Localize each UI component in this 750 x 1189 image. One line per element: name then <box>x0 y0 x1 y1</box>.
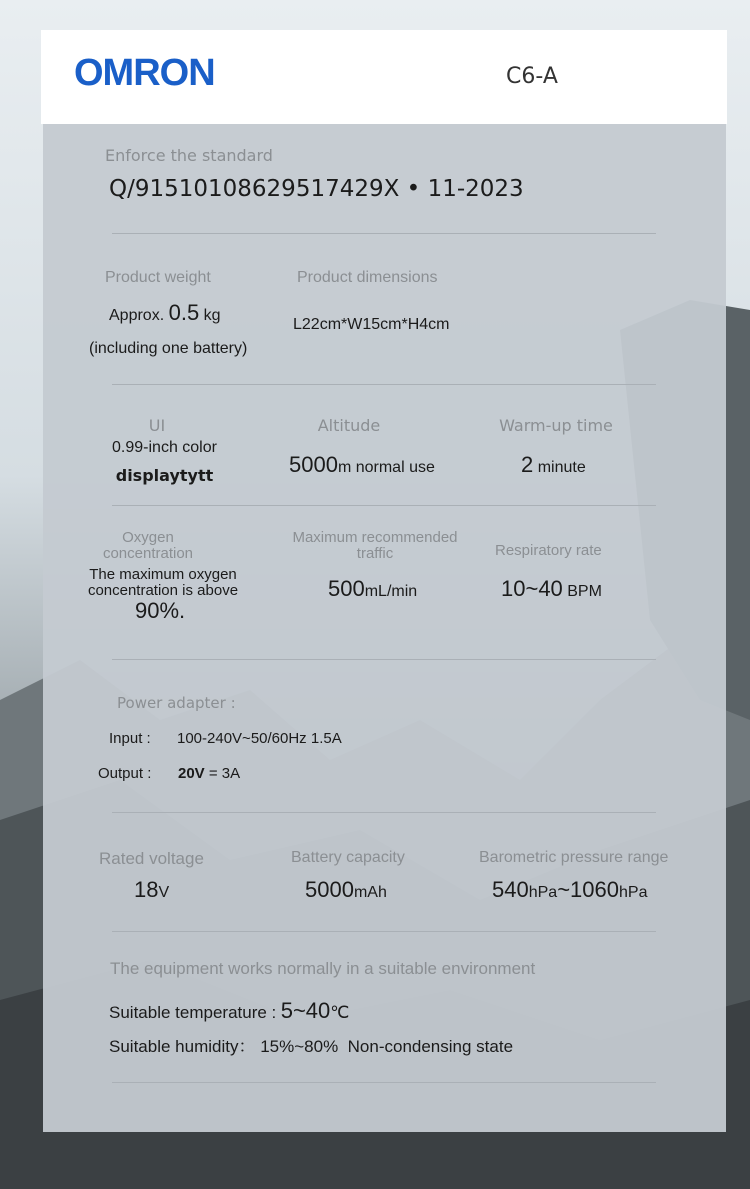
pressure-unit-high: hPa <box>619 884 648 901</box>
power-input-label: Input : <box>109 730 151 747</box>
divider <box>112 659 656 660</box>
ui-line2: displaytytt <box>115 466 214 485</box>
warmup-unit: minute <box>537 459 586 476</box>
divider <box>112 931 656 932</box>
power-output-value <box>178 765 240 782</box>
oxygen-label-line2: concentration <box>102 545 194 562</box>
standard-label: Enforce the standard <box>105 146 273 165</box>
weight-value: 0.5 <box>168 300 200 325</box>
humidity-value: 15%~80% <box>260 1037 339 1056</box>
oxygen-text-line2: concentration is above <box>87 582 239 599</box>
weight-prefix: Approx. <box>109 307 165 324</box>
model-name: C6-A <box>506 64 558 89</box>
divider <box>112 812 656 813</box>
oxygen-text <box>73 567 253 599</box>
pressure-value-line <box>492 877 647 903</box>
ui-label: UI <box>148 416 166 435</box>
battery-unit: mAh <box>353 884 387 901</box>
pressure-value-high: 1060 <box>570 877 619 902</box>
altitude-value-line <box>289 452 435 478</box>
temperature-value: 5~40 <box>280 998 331 1023</box>
respiratory-label: Respiratory rate <box>495 542 602 559</box>
header-bar <box>41 30 727 124</box>
power-output-rest: = 3A <box>208 765 241 782</box>
power-label: Power adapter : <box>117 694 236 712</box>
respiratory-value: 10~40 <box>501 576 563 601</box>
divider <box>112 1082 656 1083</box>
omron-logo: OMRON <box>74 52 215 94</box>
traffic-unit: mL/min <box>364 583 418 600</box>
altitude-value: 5000 <box>289 452 338 477</box>
weight-value-line <box>109 300 221 326</box>
humidity-line <box>109 1032 513 1057</box>
pressure-label: Barometric pressure range <box>479 849 669 866</box>
oxygen-label-line1: Oxygen <box>122 529 174 546</box>
humidity-label: Suitable humidity： <box>109 1037 256 1056</box>
oxygen-text-line1: The maximum oxygen <box>89 566 237 583</box>
divider <box>112 233 656 234</box>
voltage-unit: V <box>158 884 170 901</box>
spec-panel <box>43 124 726 1132</box>
voltage-value: 18 <box>134 877 159 902</box>
traffic-label <box>277 530 473 562</box>
weight-unit: kg <box>203 307 221 324</box>
weight-note: (including one battery) <box>89 340 248 357</box>
traffic-label-line1: Maximum recommended <box>292 529 458 546</box>
traffic-value: 500 <box>328 576 365 601</box>
pressure-value-low: 540 <box>492 877 529 902</box>
warmup-value: 2 <box>521 452 534 477</box>
altitude-unit: m normal use <box>337 459 435 476</box>
dimensions-label: Product dimensions <box>297 269 438 286</box>
respiratory-value-line <box>501 576 602 602</box>
altitude-label: Altitude <box>317 416 381 435</box>
environment-label: The equipment works normally in a suitable environment <box>110 959 536 978</box>
warmup-value-line <box>521 452 586 478</box>
pressure-unit-low: hPa <box>528 884 558 901</box>
voltage-value-line <box>134 877 169 903</box>
weight-label: Product weight <box>105 269 211 286</box>
traffic-value-line <box>328 576 417 602</box>
oxygen-label <box>83 530 213 562</box>
divider <box>112 505 656 506</box>
respiratory-unit: BPM <box>567 583 602 600</box>
power-input-value: 100-240V~50/60Hz 1.5A <box>177 730 342 747</box>
standard-value: Q/91510108629517429X • 11-2023 <box>109 176 524 202</box>
warmup-label: Warm-up time <box>499 416 613 435</box>
oxygen-value: 90%. <box>135 598 186 623</box>
temperature-label: Suitable temperature : <box>109 1003 277 1022</box>
divider <box>112 384 656 385</box>
pressure-separator: ~ <box>557 877 571 902</box>
dimensions-value: L22cm*W15cm*H4cm <box>293 316 450 333</box>
power-output-label: Output : <box>98 765 152 782</box>
ui-line1: 0.99-inch color <box>112 439 217 456</box>
temperature-line <box>109 998 349 1024</box>
humidity-note: Non-condensing state <box>347 1037 514 1056</box>
voltage-label: Rated voltage <box>99 849 204 868</box>
battery-value-line <box>305 877 387 903</box>
battery-label: Battery capacity <box>291 849 405 866</box>
traffic-label-line2: traffic <box>356 545 394 562</box>
temperature-unit: ℃ <box>330 1003 350 1022</box>
battery-value: 5000 <box>305 877 354 902</box>
power-output-bold: 20V <box>178 765 205 782</box>
